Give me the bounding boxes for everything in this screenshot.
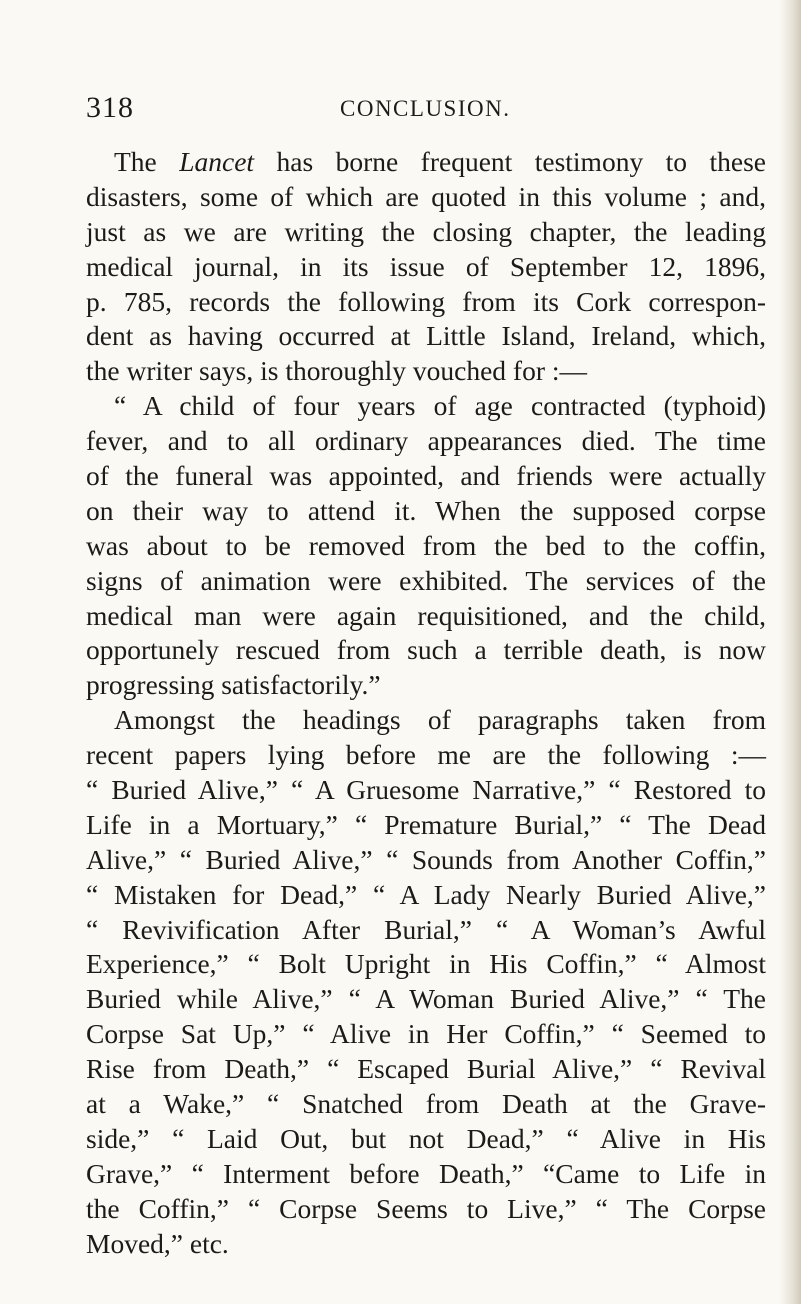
text-line: Amongst the headings of paragraphs taken from bbox=[114, 704, 766, 736]
text-line: just as we are writing the closing chapter, the leading bbox=[86, 215, 766, 247]
text-line: Alive,” “ Buried Alive,” “ Sounds from Another Coffin,” bbox=[86, 843, 766, 875]
text-line: Experience,” “ Bolt Upright in His Coffin,” “ Almost bbox=[86, 948, 766, 980]
text-line: Buried while Alive,” “ A Woman Buried Alive,” “ The bbox=[86, 983, 766, 1015]
text-line: dent as having occurred at Little Island, Ireland, which, bbox=[86, 320, 766, 352]
text-line: Moved,” etc. bbox=[86, 1227, 229, 1259]
text-line: Life in a Mortuary,” “ Premature Burial,” “ The Dead bbox=[86, 808, 766, 840]
running-title: CONCLUSION. bbox=[340, 96, 511, 121]
text-line: “ Revivification After Burial,” “ A Woman’s Awful bbox=[86, 913, 766, 945]
text-line: side,” “ Laid Out, but not Dead,” “ Alive in His bbox=[86, 1122, 766, 1154]
text-line: “ Buried Alive,” “ A Gruesome Narrative,” “ Restored to bbox=[86, 774, 766, 806]
text-line: “ A child of four years of age contracted (typhoid) bbox=[114, 390, 766, 422]
text-line: p. 785, records the following from its Cork correspon- bbox=[86, 285, 766, 317]
text-line: the writer says, is thoroughly vouched for :— bbox=[86, 355, 588, 387]
text-line: disasters, some of which are quoted in this volume ; and, bbox=[86, 180, 766, 212]
text-line: signs of animation were exhibited. The services of the bbox=[86, 564, 766, 596]
text-line: medical man were again requisitioned, and the child, bbox=[86, 599, 766, 631]
italic-title: Lancet bbox=[179, 146, 255, 177]
text-run: has borne frequent testimony to these bbox=[254, 146, 766, 177]
text-line: “ Mistaken for Dead,” “ A Lady Nearly Buried Alive,” bbox=[86, 878, 766, 910]
page-number: 318 bbox=[86, 91, 134, 124]
running-head bbox=[86, 88, 736, 128]
text-line: was about to be removed from the bed to the coffin, bbox=[86, 529, 766, 561]
text-line: recent papers lying before me are the following :— bbox=[86, 739, 766, 771]
page-edge-shadow bbox=[779, 0, 801, 1304]
text-line: Grave,” “ Interment before Death,” “Came to Life in bbox=[86, 1157, 766, 1189]
text-line: at a Wake,” “ Snatched from Death at the Grave- bbox=[86, 1088, 766, 1120]
text-run: The bbox=[114, 146, 180, 177]
text-line: Rise from Death,” “ Escaped Burial Alive,” “ Revival bbox=[86, 1053, 766, 1085]
text-line: on their way to attend it. When the supposed corpse bbox=[86, 494, 766, 526]
text-line: medical journal, in its issue of September 12, 1896, bbox=[86, 250, 766, 282]
text-line: the Coffin,” “ Corpse Seems to Live,” “ The Corpse bbox=[86, 1192, 766, 1224]
text-line: fever, and to all ordinary appearances died. The time bbox=[86, 425, 766, 457]
text-line: of the funeral was appointed, and friends were actually bbox=[86, 460, 766, 492]
text-line bbox=[86, 145, 766, 180]
body-text bbox=[86, 145, 766, 1262]
text-line: opportunely rescued from such a terrible death, is now bbox=[86, 634, 766, 666]
text-line: progressing satisfactorily.” bbox=[86, 669, 381, 701]
text-line: Corpse Sat Up,” “ Alive in Her Coffin,” “ Seemed to bbox=[86, 1018, 766, 1050]
